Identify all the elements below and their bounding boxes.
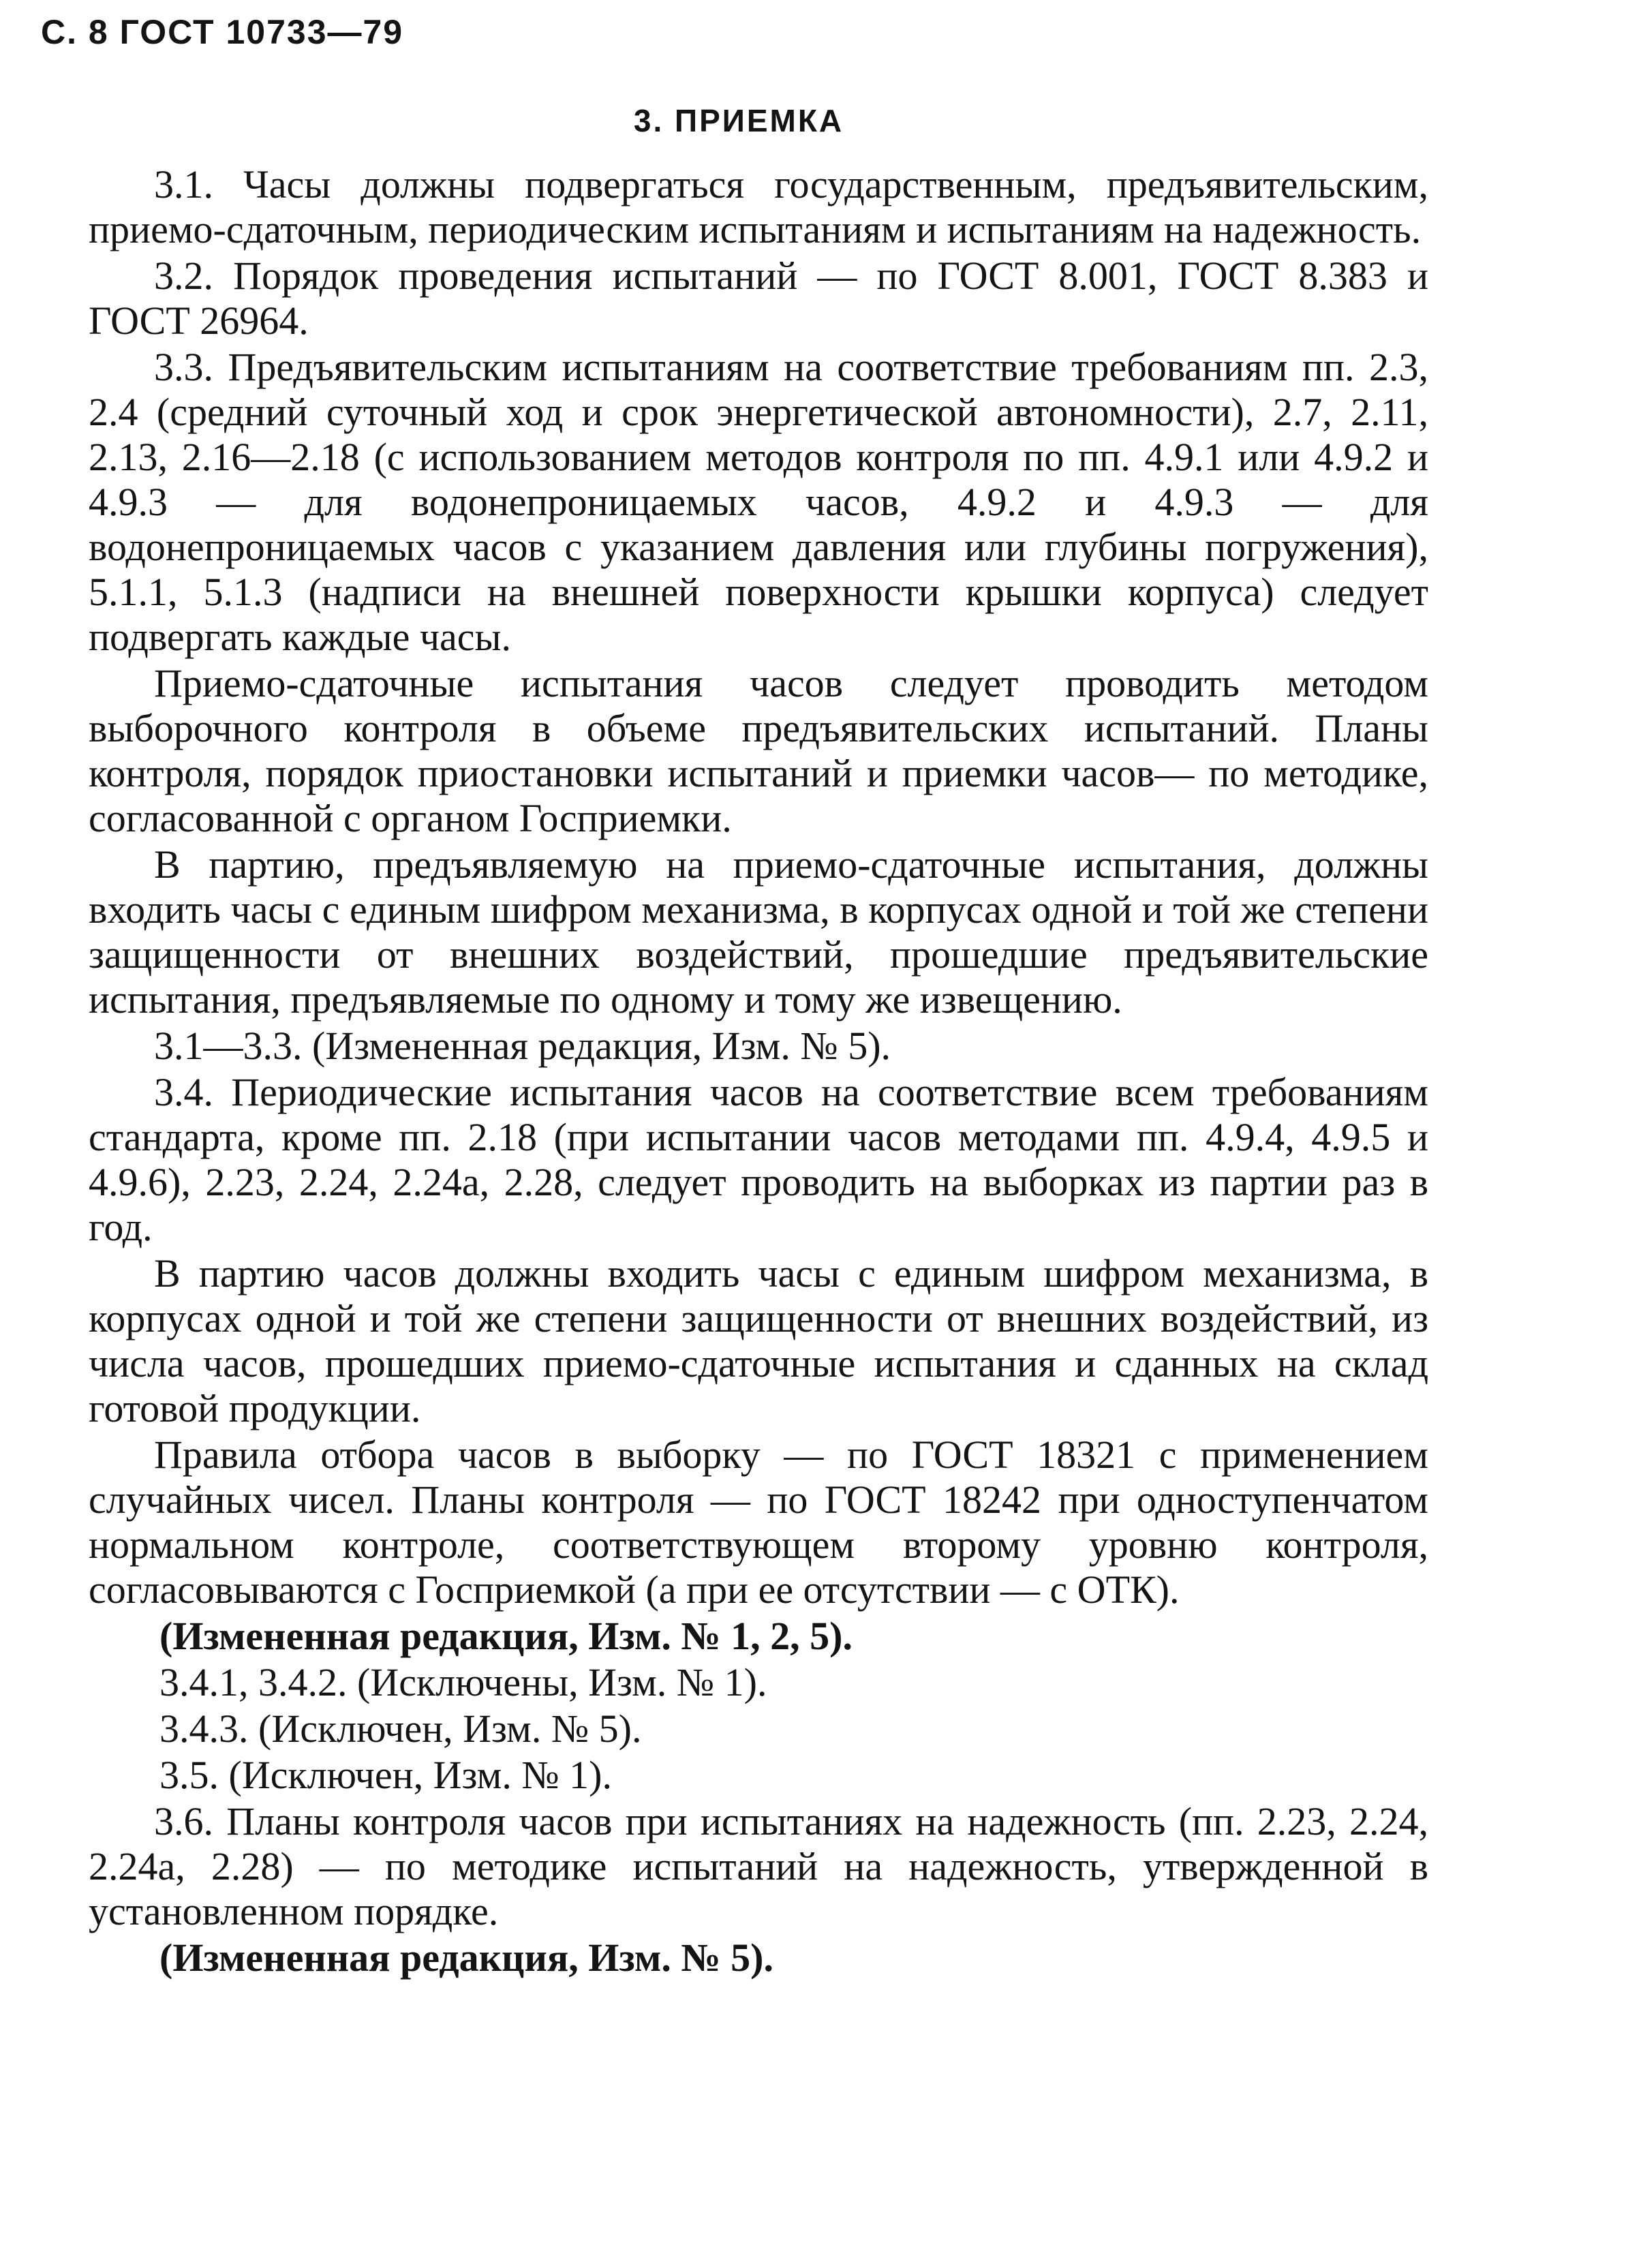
amendment-note-5: (Измененная редакция, Изм. № 5). — [159, 1935, 773, 1980]
paragraph-batch-composition: В партию, предъявляемую на приемо-сдаточные испытания, должны входить часы с единым шифром механизма, в корпусах одной и той же степени защищенности от внешних воздействий, прошедшие предъявительские испытания, предъявляемые по одному и тому же извещению. — [89, 842, 1428, 1022]
amendment-note-3-1-3-3: 3.1—3.3. (Измененная редакция, Изм. № 5). — [154, 1024, 891, 1068]
amendment-note-1-2-5: (Измененная редакция, Изм. № 1, 2, 5). — [159, 1614, 853, 1658]
paragraph-3-5: 3.5. (Исключен, Изм. № 1). — [159, 1753, 612, 1797]
paragraph-3-4-1-3-4-2: 3.4.1, 3.4.2. (Исключены, Изм. № 1). — [159, 1660, 767, 1704]
paragraph-acceptance-tests: Приемо-сдаточные испытания часов следует проводить методом выборочного контроля в объеме предъявительских испытаний. Планы контроля, порядок приостановки испытаний и приемки часов— по методике, согласованной с органом Госприемки. — [89, 661, 1428, 840]
section-title: 3. ПРИЕМКА — [633, 103, 844, 138]
paragraph-3-4-3: 3.4.3. (Исключен, Изм. № 5). — [159, 1706, 642, 1751]
paragraph-periodic-batch: В партию часов должны входить часы с единым шифром механизма, в корпусах одной и той же степени защищенности от внешних воздействий, из числа часов, прошедших приемо-сдаточные испытания и сданных на склад готовой продукции. — [89, 1251, 1428, 1430]
document-body — [89, 162, 1428, 1982]
page-header: С. 8 ГОСТ 10733—79 — [41, 13, 404, 51]
paragraph-3-2: 3.2. Порядок проведения испытаний — по ГОСТ 8.001, ГОСТ 8.383 и ГОСТ 26964. — [89, 254, 1428, 343]
paragraph-3-4: 3.4. Периодические испытания часов на соответствие всем требованиям стандарта, кроме пп. 2.18 (при испытании часов методами пп. 4.9.4, 4.9.5 и 4.9.6), 2.23, 2.24, 2.24а, 2.28, следует проводить на выборках из партии раз в год. — [89, 1070, 1428, 1249]
paragraph-3-3: 3.3. Предъявительским испытаниям на соответствие требованиям пп. 2.3, 2.4 (средний суточный ход и срок энергетической автономности), 2.7, 2.11, 2.13, 2.16—2.18 (с использованием методов контроля по пп. 4.9.1 или 4.9.2 и 4.9.3 — для водонепроницаемых часов, 4.9.2 и 4.9.3 — для водонепроницаемых часов с указанием давления или глубины погружения), 5.1.1, 5.1.3 (надписи на внешней поверхности крышки корпуса) следует подвергать каждые часы. — [89, 345, 1428, 659]
paragraph-3-1: 3.1. Часы должны подвергаться государственным, предъявительским, приемо-сдаточным, периодическим испытаниям и испытаниям на надежность. — [89, 162, 1428, 251]
paragraph-3-6: 3.6. Планы контроля часов при испытаниях на надежность (пп. 2.23, 2.24, 2.24а, 2.28) — по методике испытаний на надежность, утвержденной в установленном порядке. — [89, 1799, 1428, 1933]
paragraph-sampling-rules: Правила отбора часов в выборку — по ГОСТ 18321 с применением случайных чисел. Планы контроля — по ГОСТ 18242 при одноступенчатом нормальном контроле, соответствующем второму уровню контроля, согласовываются с Госприемкой (а при ее отсутствии — с ОТК). — [89, 1432, 1428, 1612]
